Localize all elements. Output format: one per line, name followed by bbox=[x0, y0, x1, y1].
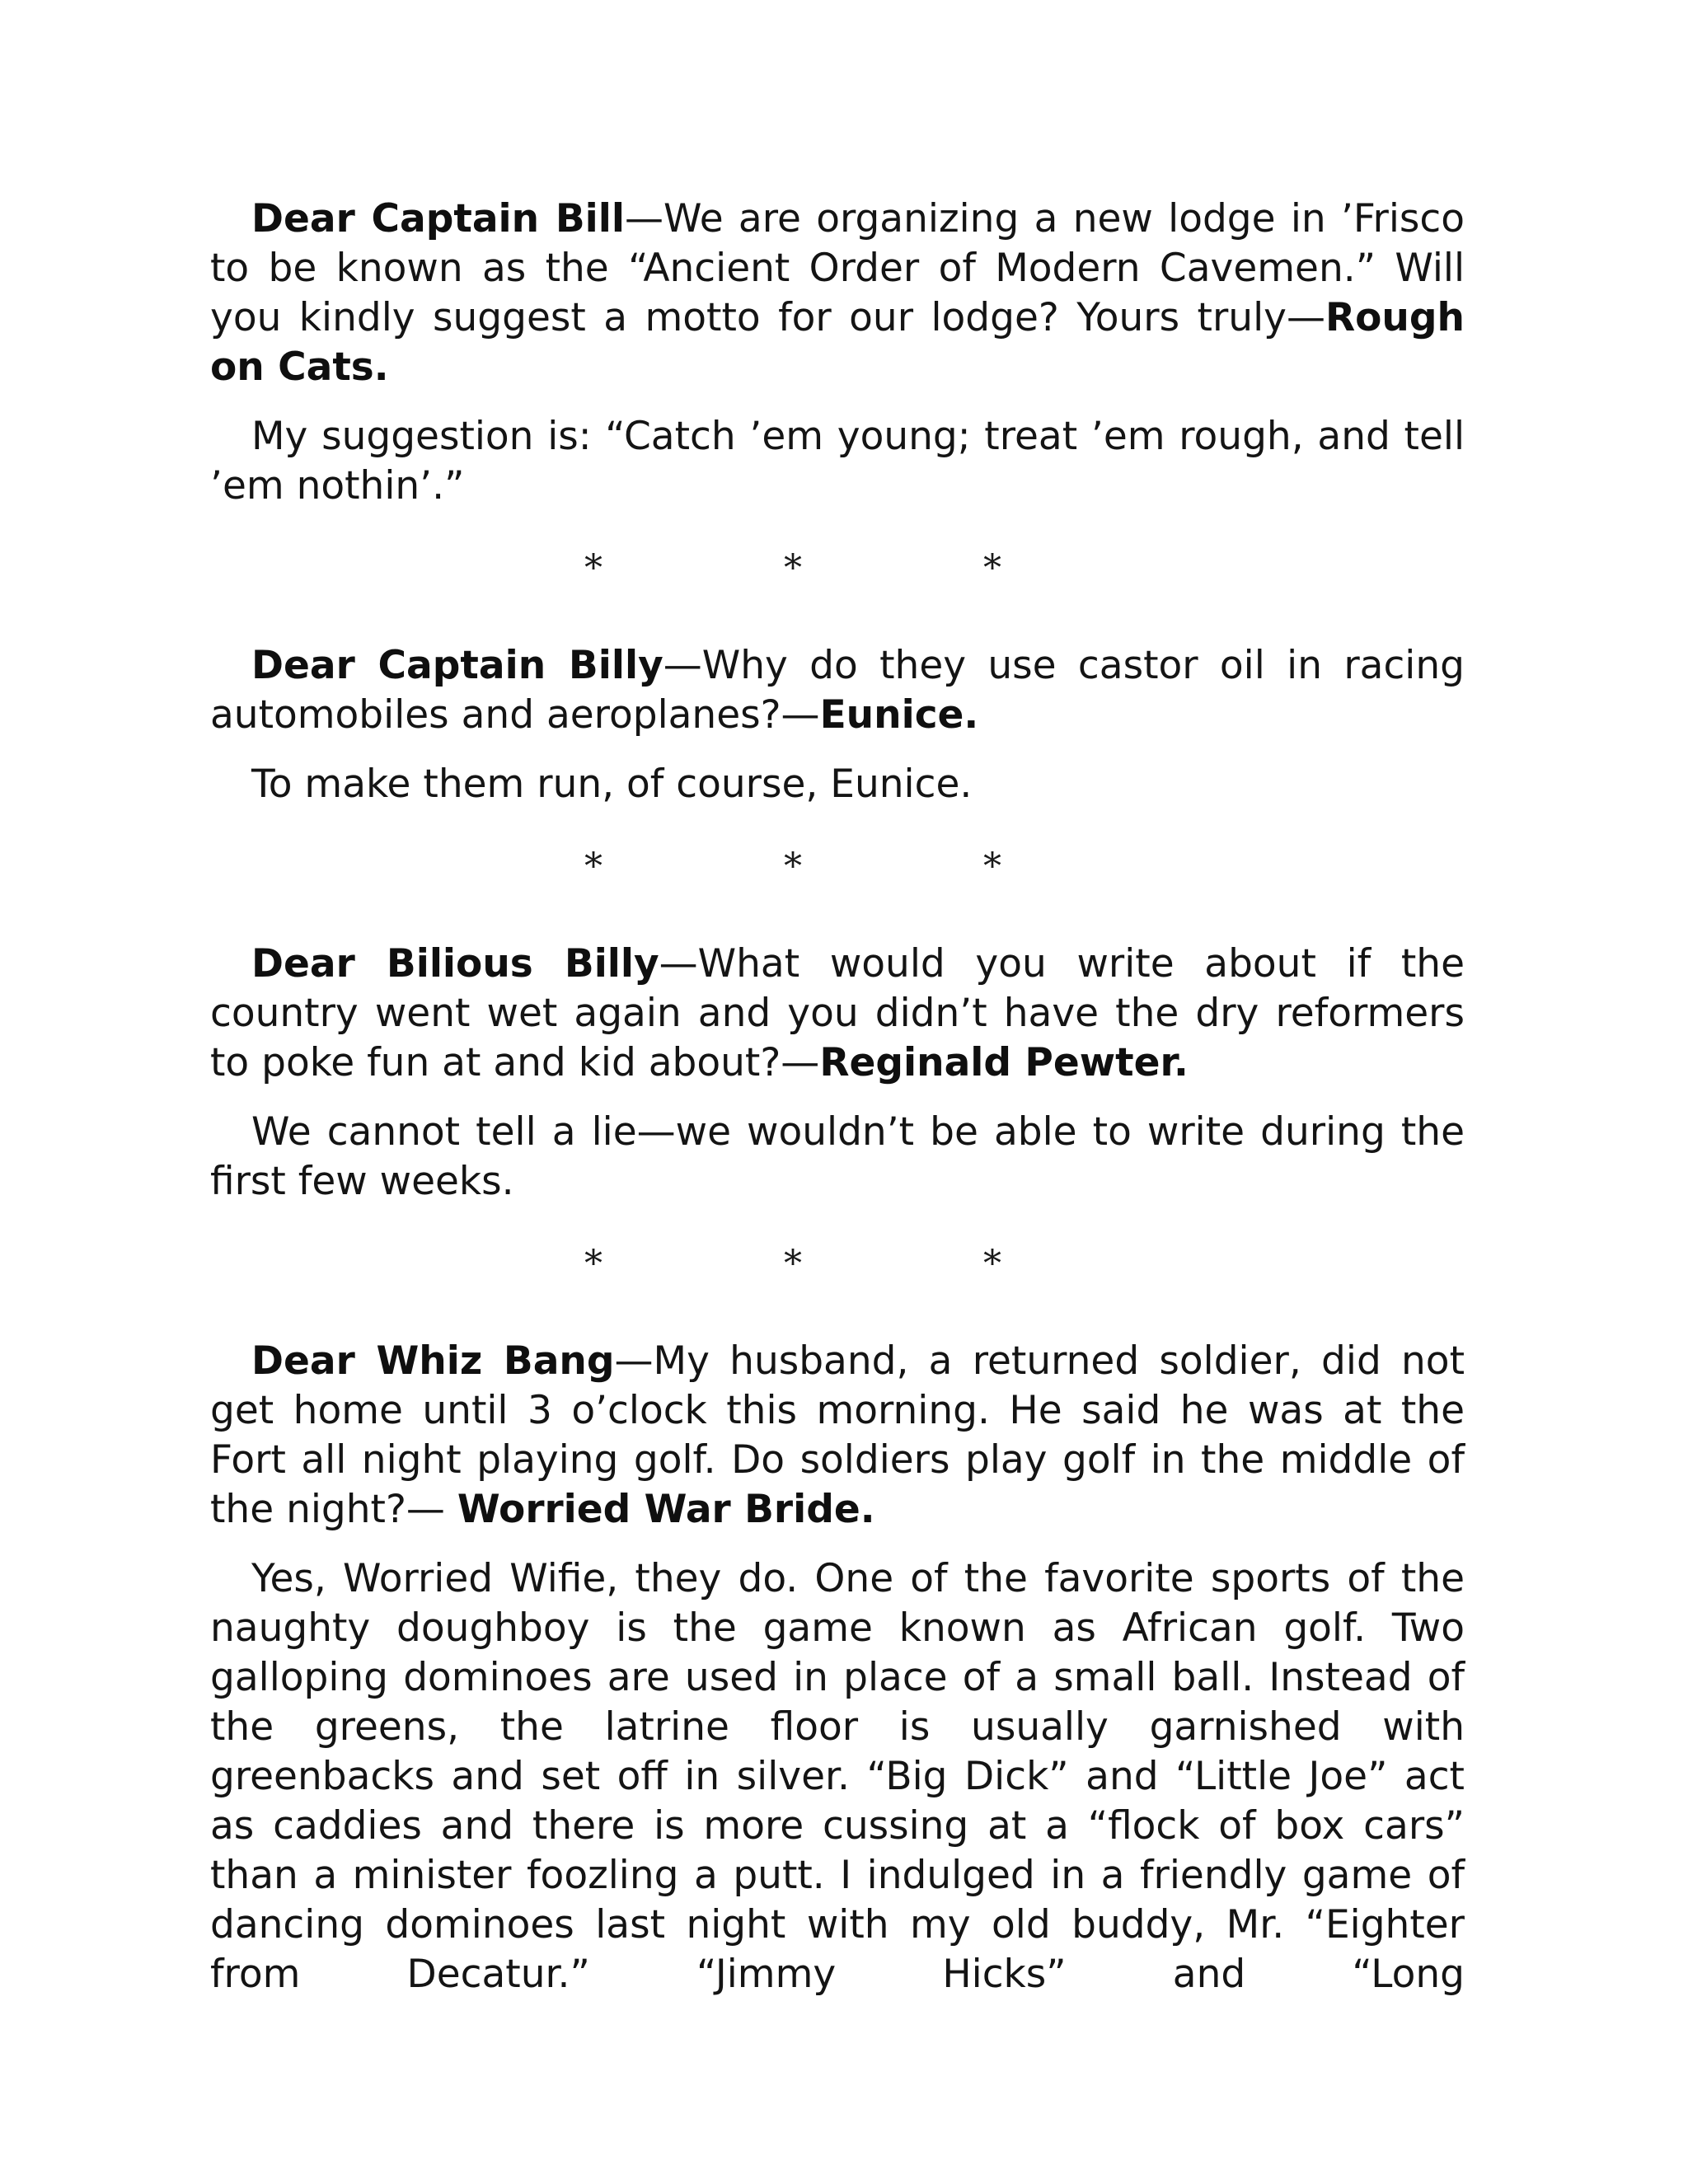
separator-asterisk: * bbox=[983, 846, 1001, 888]
letter-paragraph bbox=[210, 940, 1465, 1088]
separator-asterisk: * bbox=[983, 547, 1001, 589]
separator-asterisk: * bbox=[784, 1243, 802, 1285]
letter-signature: Worried War Bride. bbox=[457, 1487, 875, 1532]
letter-signature: Rough on Cats. bbox=[210, 295, 1465, 390]
letter-paragraph bbox=[210, 194, 1465, 392]
reply-paragraph: We cannot tell a lie—we wouldn’t be able to write during the first few weeks. bbox=[210, 1109, 1465, 1204]
letter-body: —What would you write about if the country went wet again and you didn’t have the dry reformers to poke fun at and kid about?— bbox=[210, 941, 1465, 1085]
separator-asterisk: * bbox=[584, 1243, 603, 1285]
section-separator bbox=[210, 544, 1465, 593]
letter-salutation: Dear Bilious Billy bbox=[251, 941, 659, 987]
letter-paragraph bbox=[210, 1337, 1465, 1535]
letter-salutation: Dear Whiz Bang bbox=[251, 1338, 615, 1384]
letter-signature: Reginald Pewter. bbox=[819, 1040, 1189, 1085]
reply-paragraph: My suggestion is: “Catch ’em young; treat ’em rough, and tell ’em nothin’.” bbox=[210, 414, 1465, 509]
text-column bbox=[210, 194, 1465, 1999]
letter-body: —We are organizing a new lodge in ’Frisco to be known as the “Ancient Order of Modern Cavemen.” Will you kindly suggest a motto for our lodge? Yours truly— bbox=[210, 196, 1465, 340]
separator-asterisk: * bbox=[784, 846, 802, 888]
separator-asterisk: * bbox=[983, 1243, 1001, 1285]
letter-body: —Why do they use castor oil in racing automobiles and aeroplanes?— bbox=[210, 643, 1465, 738]
letter-salutation: Dear Captain Billy bbox=[251, 643, 663, 688]
section-separator bbox=[210, 1240, 1465, 1289]
separator-asterisk: * bbox=[584, 846, 603, 888]
letter-body: —My husband, a returned soldier, did not get home until 3 o’clock this morning. He said he was at the Fort all night playing golf. Do soldiers play golf in the middle of the night?— bbox=[210, 1338, 1465, 1532]
reply-paragraph: Yes, Worried Wifie, they do. One of the favorite sports of the naughty doughboy is the game known as African golf. Two galloping dominoes are used in place of a small ball. Instead of the greens, the latrine floor is usually garnished with greenbacks and set off in silver. “Big Dick” and “Little Joe” act as caddies and there is more cussing at a “flock of box cars” than a minister foozling a putt. I indulged in a friendly game of dancing dominoes last night with my old buddy, Mr. “Eighter from Decatur.” “Jimmy Hicks” and “Long bbox=[210, 1556, 1465, 1997]
reply-paragraph: To make them run, of course, Eunice. bbox=[251, 762, 973, 807]
separator-asterisk: * bbox=[784, 547, 802, 589]
separator-asterisk: * bbox=[584, 547, 603, 589]
letter-paragraph bbox=[210, 641, 1465, 740]
section-separator bbox=[210, 842, 1465, 892]
letter-signature: Eunice. bbox=[819, 692, 979, 738]
letter-salutation: Dear Captain Bill bbox=[251, 196, 625, 241]
